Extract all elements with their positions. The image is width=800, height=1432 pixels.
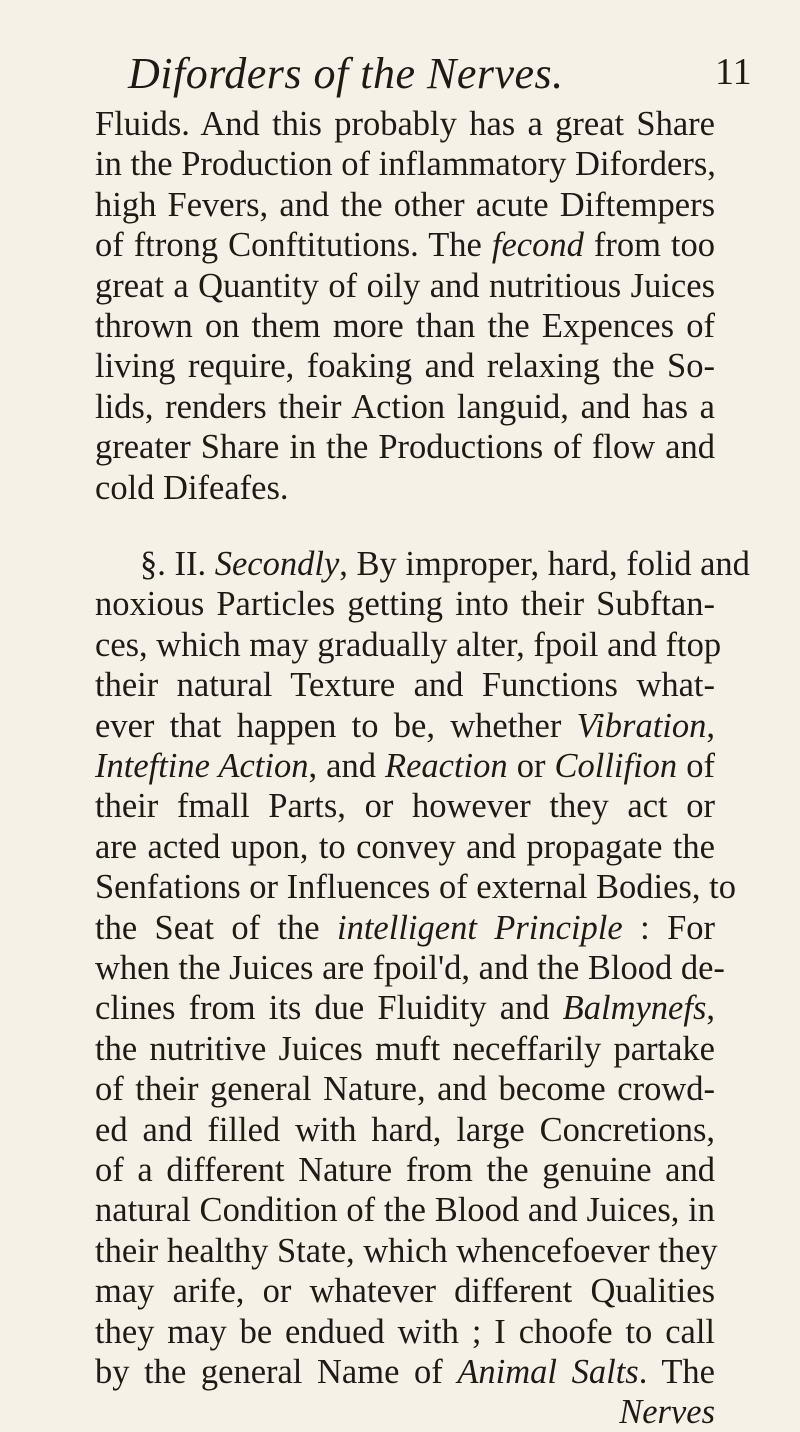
text-line xyxy=(95,427,715,467)
text-run: may arife, or whatever different Qualities xyxy=(95,1272,715,1311)
text-line xyxy=(95,266,715,306)
page-header xyxy=(0,48,800,98)
text-run: , By improper, hard, folid and xyxy=(339,545,750,583)
italic-text: Inteftine Action xyxy=(95,747,309,785)
text-run: cold Difeafes. xyxy=(95,468,289,507)
running-title: Diforders of the Nerves. xyxy=(128,49,564,98)
text-run: when the Juices are fpoil'd, and the Blood de- xyxy=(95,949,725,987)
text-line xyxy=(95,144,715,184)
text-run: Fluids. And this probably has a great Share xyxy=(95,105,715,143)
text-run: ed and filled with hard, large Concretions, xyxy=(95,1110,715,1149)
text-run: the Seat of the xyxy=(95,908,338,947)
text-run: noxious Particles getting into their Subftan- xyxy=(95,585,715,624)
text-line xyxy=(95,908,715,948)
text-line xyxy=(95,104,715,144)
text-run: or xyxy=(507,747,555,785)
text-run: from too xyxy=(583,226,716,265)
text-line xyxy=(95,746,715,786)
text-run: , xyxy=(706,989,715,1028)
italic-text: fecond xyxy=(491,226,584,265)
text-line xyxy=(95,948,725,988)
text-run: , xyxy=(706,706,715,745)
text-run: . The xyxy=(638,1353,715,1391)
text-line xyxy=(95,387,715,427)
text-line xyxy=(95,1069,715,1109)
text-line xyxy=(95,827,715,867)
text-run: living require, foaking and relaxing the So- xyxy=(95,347,715,386)
text-run: clines from its due Fluidity and xyxy=(95,989,563,1028)
catchword-text: Nerves xyxy=(619,1393,715,1432)
text-line xyxy=(95,306,715,346)
italic-text: Collifion xyxy=(554,747,678,785)
italic-text: Animal Salts xyxy=(457,1353,639,1391)
text-run: of a different Nature from the genuine and xyxy=(95,1151,715,1189)
text-run: their fmall Parts, or however they act or xyxy=(95,787,715,826)
text-line xyxy=(95,665,715,705)
text-run: of ftrong Conftitutions. The xyxy=(95,226,492,265)
text-run: in the Production of inflammatory Diforders, xyxy=(95,145,716,184)
text-line xyxy=(95,786,715,826)
italic-text: intelligent Principle xyxy=(337,908,623,947)
text-line xyxy=(140,544,750,584)
text-run: , and xyxy=(308,747,386,785)
text-run: high Fevers, and the other acute Diftempers xyxy=(95,185,715,224)
text-line xyxy=(95,988,715,1028)
text-run: great a Quantity of oily and nutritious Juices xyxy=(95,266,715,305)
text-run: Senfations or Influences of external Bodies, to xyxy=(95,868,736,907)
text-line xyxy=(95,1352,715,1392)
text-line xyxy=(95,625,722,665)
text-run: by the general Name of xyxy=(95,1353,458,1391)
text-line xyxy=(95,1150,715,1190)
italic-text: Secondly xyxy=(214,545,340,583)
text-run: §. II. xyxy=(140,545,215,583)
italic-text: Reaction xyxy=(385,747,508,785)
italic-text: Vibration xyxy=(576,706,707,745)
text-line xyxy=(95,584,715,624)
text-run: thrown on them more than the Expences of xyxy=(95,307,715,345)
text-line xyxy=(95,1271,715,1311)
catchword xyxy=(95,1392,715,1432)
text-run: they may be endued with ; I choofe to call xyxy=(95,1312,715,1351)
text-run: natural Condition of the Blood and Juices, in xyxy=(95,1191,715,1230)
text-run: : For xyxy=(622,908,715,947)
text-run: are acted upon, to convey and propagate the xyxy=(95,827,715,866)
text-run: ever that happen to be, whether xyxy=(95,706,577,745)
text-run: ces, which may gradually alter, fpoil and ftop xyxy=(95,625,722,664)
text-run: of their general Nature, and become crowd- xyxy=(95,1070,715,1109)
text-line xyxy=(95,225,715,265)
text-line xyxy=(95,1029,715,1069)
italic-text: Balmynefs xyxy=(562,989,707,1028)
text-line xyxy=(95,706,715,746)
text-run: of xyxy=(677,747,715,785)
text-run: greater Share in the Productions of flow and xyxy=(95,428,715,467)
text-run: their natural Texture and Functions what- xyxy=(95,666,715,705)
text-line xyxy=(95,468,715,508)
text-line xyxy=(95,1312,715,1352)
text-run: lids, renders their Action languid, and has a xyxy=(95,387,715,426)
text-line xyxy=(95,1190,715,1230)
text-line xyxy=(95,1110,715,1150)
page-number: 11 xyxy=(715,51,752,93)
text-line xyxy=(95,867,736,907)
text-run: the nutritive Juices muft neceffarily partake xyxy=(95,1029,715,1068)
text-run: their healthy State, which whencefoever they xyxy=(95,1231,718,1270)
text-line xyxy=(95,185,715,225)
text-line xyxy=(95,346,715,386)
text-line xyxy=(95,1231,718,1271)
